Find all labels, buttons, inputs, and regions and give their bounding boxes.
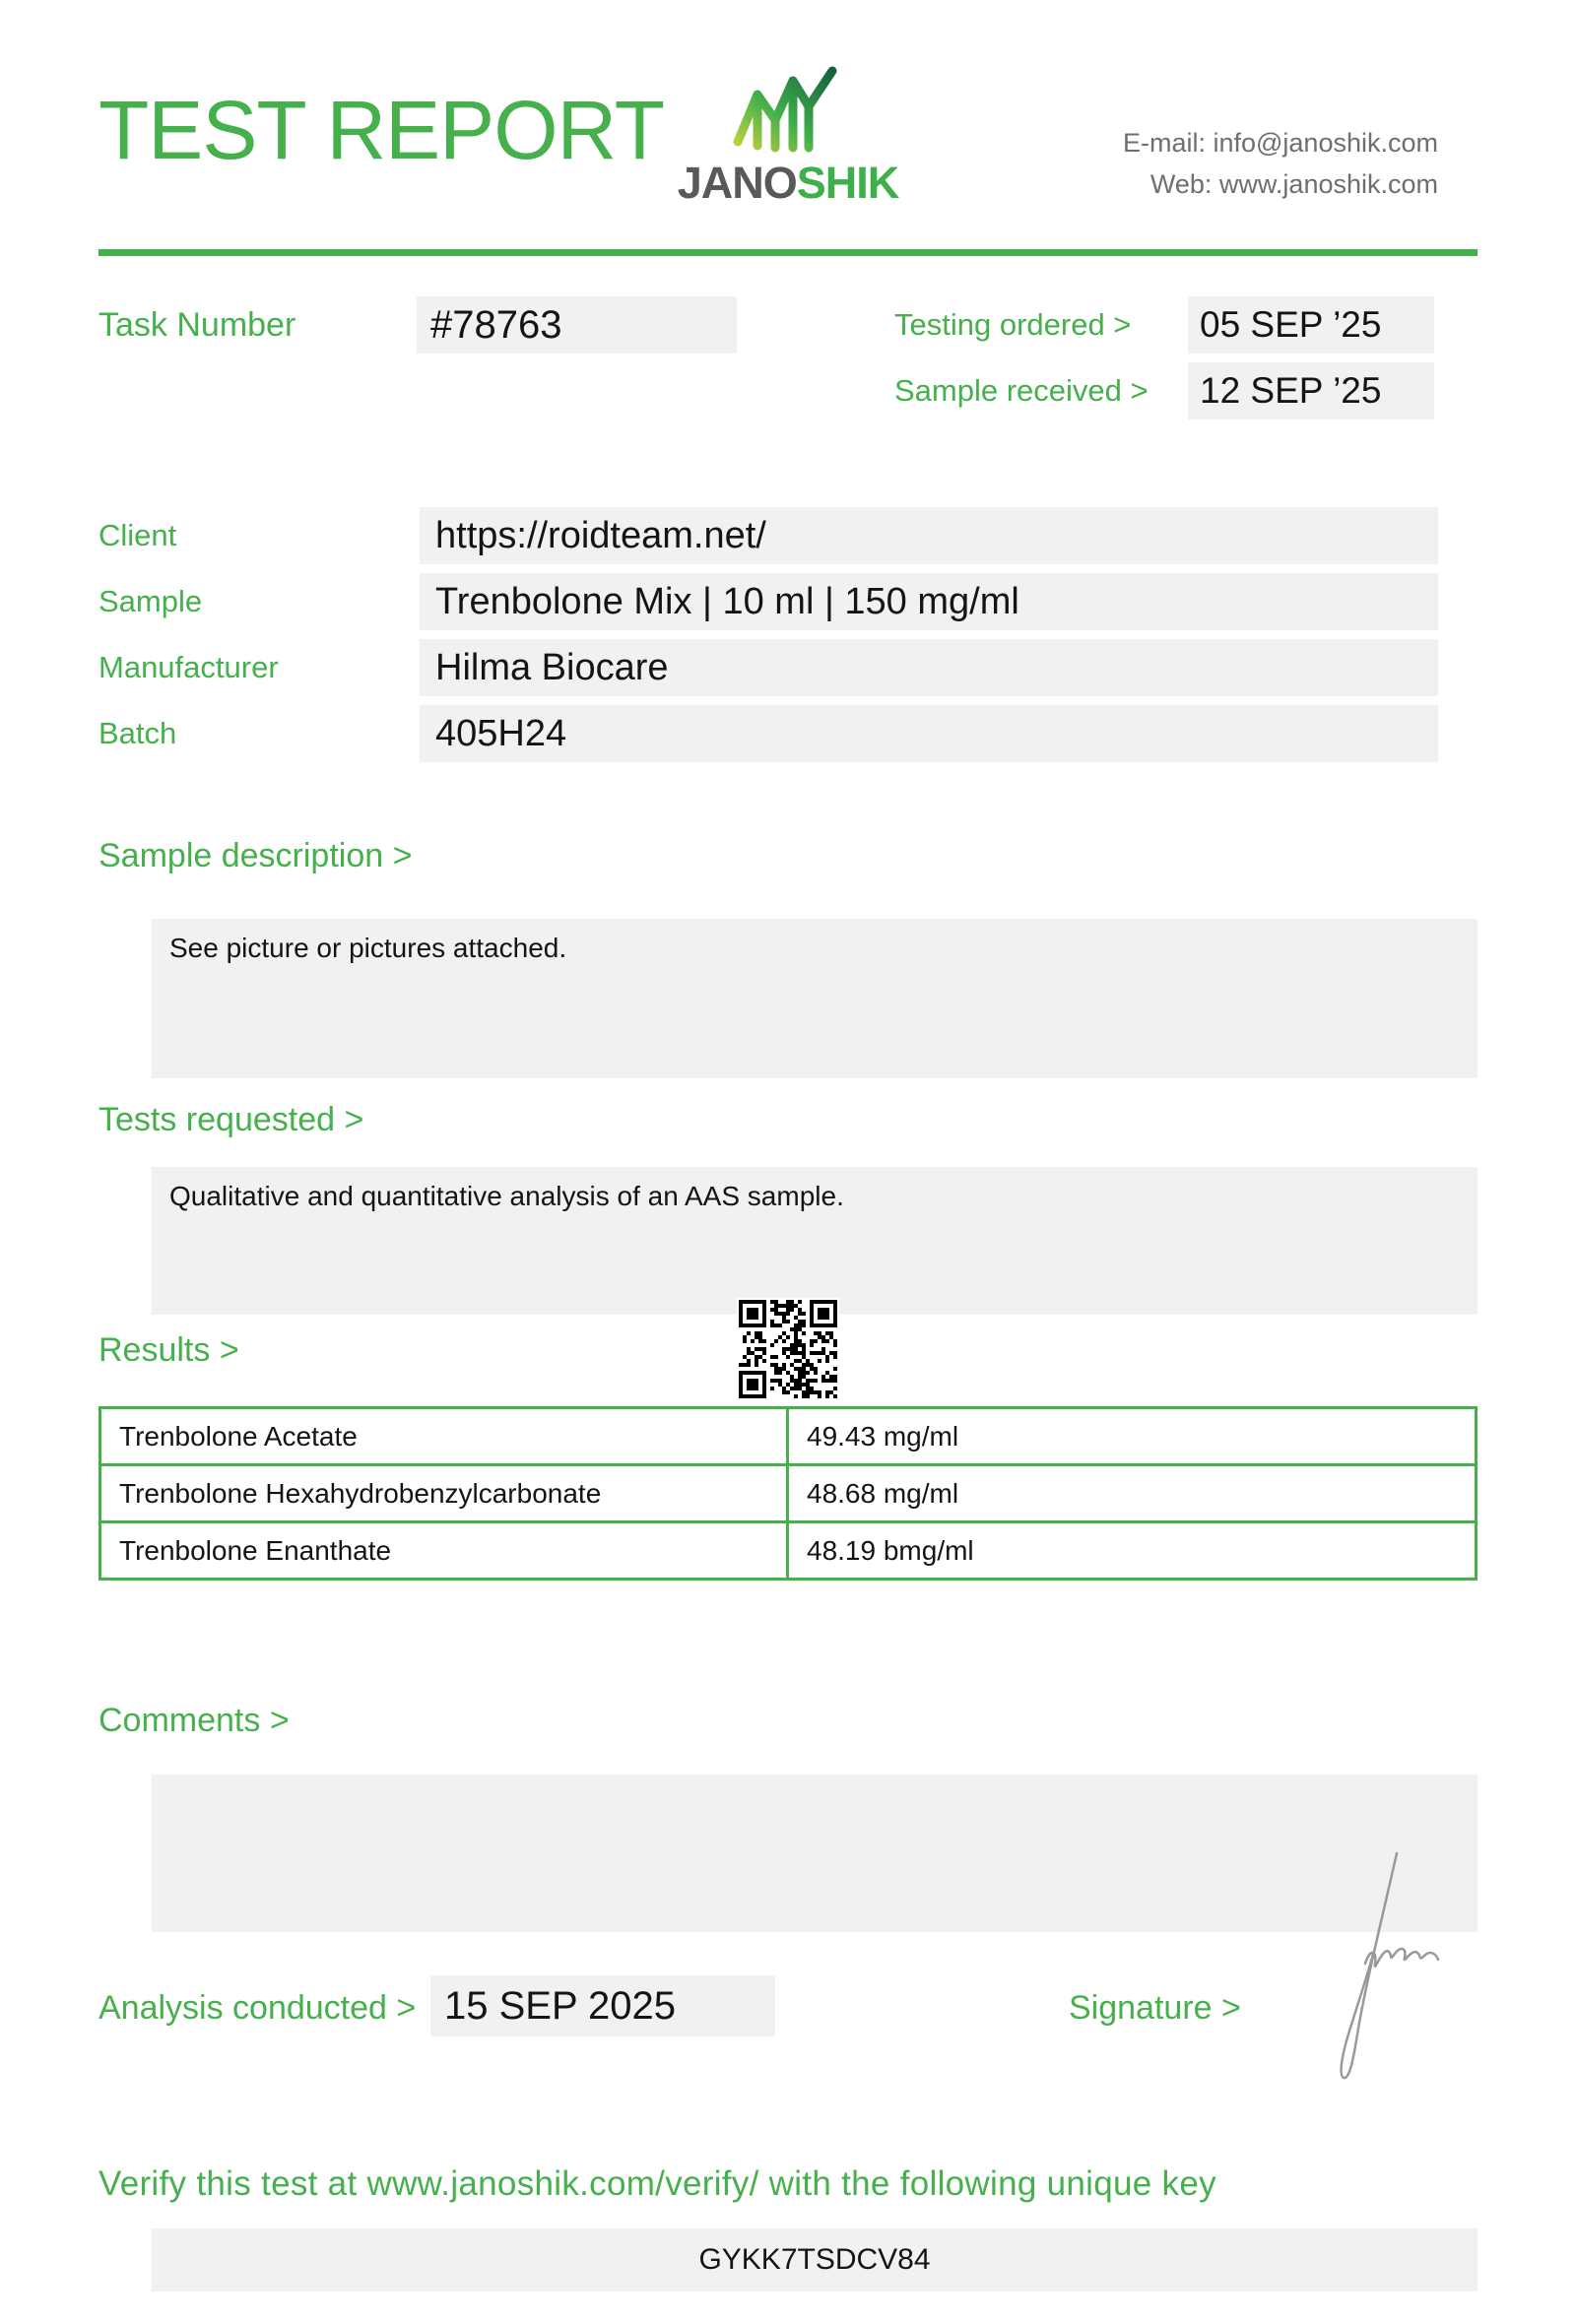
sample-description-text: See picture or pictures attached. (169, 933, 567, 963)
manufacturer-value: Hilma Biocare (435, 647, 669, 688)
result-substance: Trenbolone Enanthate (100, 1522, 788, 1580)
result-amount: 49.43 mg/ml (788, 1408, 1477, 1465)
task-number-box (417, 296, 737, 354)
comments-heading: Comments > (98, 1702, 290, 1739)
sample-received-box (1188, 362, 1434, 420)
signature-scribble (1302, 1847, 1450, 2094)
logo-text-jano: JANO (677, 158, 797, 208)
verify-instruction: Verify this test at www.janoshik.com/verify/ with the following unique key (98, 2164, 1216, 2203)
testing-ordered-box (1188, 296, 1434, 354)
comments-box (152, 1775, 1478, 1932)
sample-description-box (152, 919, 1478, 1078)
task-number-value: #78763 (430, 303, 562, 347)
result-amount: 48.19 bmg/ml (788, 1522, 1477, 1580)
chart-growth-icon (728, 63, 848, 156)
batch-label: Batch (98, 716, 177, 750)
sample-value: Trenbolone Mix | 10 ml | 150 mg/ml (435, 581, 1019, 622)
qr-code (737, 1298, 839, 1400)
batch-box (420, 705, 1438, 762)
janoshik-logo (673, 63, 903, 209)
testing-ordered-value: 05 SEP ’25 (1200, 304, 1382, 345)
client-box (420, 507, 1438, 564)
page-title: TEST REPORT (98, 84, 665, 176)
tests-requested-heading: Tests requested > (98, 1101, 364, 1138)
sample-label: Sample (98, 584, 203, 618)
batch-value: 405H24 (435, 713, 567, 754)
contact-web: Web: www.janoshik.com (1149, 169, 1438, 199)
logo-text-shik: SHIK (796, 158, 899, 208)
result-substance: Trenbolone Acetate (100, 1408, 788, 1465)
table-row (100, 1408, 1477, 1465)
sample-received-label: Sample received > (894, 373, 1149, 408)
task-number-label: Task Number (98, 306, 296, 344)
analysis-conducted-label: Analysis conducted > (98, 1989, 417, 2027)
verify-key-value: GYKK7TSDCV84 (698, 2243, 931, 2276)
result-substance: Trenbolone Hexahydrobenzylcarbonate (100, 1465, 788, 1522)
client-value: https://roidteam.net/ (435, 515, 766, 556)
results-heading: Results > (98, 1331, 239, 1369)
table-row (100, 1522, 1477, 1580)
manufacturer-label: Manufacturer (98, 650, 279, 684)
sample-received-value: 12 SEP ’25 (1200, 370, 1382, 411)
signature-label: Signature > (1069, 1989, 1241, 2027)
sample-description-heading: Sample description > (98, 837, 413, 874)
analysis-date-value: 15 SEP 2025 (444, 1984, 677, 2028)
logo-wordmark (673, 158, 903, 209)
verify-key-box (152, 2228, 1478, 2292)
results-table (98, 1406, 1478, 1581)
table-row (100, 1465, 1477, 1522)
testing-ordered-label: Testing ordered > (894, 307, 1132, 342)
sample-box (420, 573, 1438, 630)
analysis-date-box (430, 1975, 775, 2036)
header-divider (98, 249, 1478, 256)
tests-requested-text: Qualitative and quantitative analysis of an AAS sample. (169, 1181, 844, 1211)
tests-requested-box (152, 1167, 1478, 1315)
result-amount: 48.68 mg/ml (788, 1465, 1477, 1522)
contact-email: E-mail: info@janoshik.com (1122, 128, 1438, 158)
manufacturer-box (420, 639, 1438, 696)
contact-block (1123, 122, 1438, 205)
client-label: Client (98, 518, 177, 552)
